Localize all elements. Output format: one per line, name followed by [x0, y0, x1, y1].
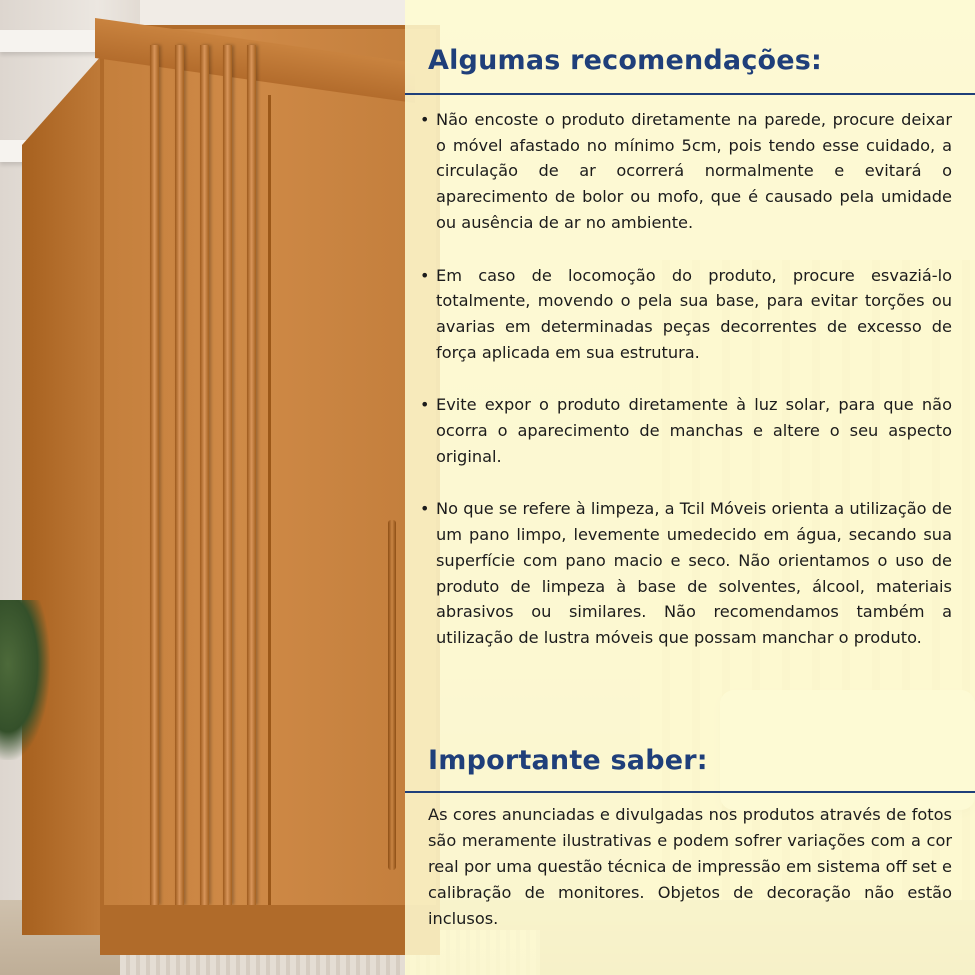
bullet-icon: •	[420, 265, 430, 285]
title-divider	[405, 93, 975, 95]
list-item-text: Evite expor o produto diretamente à luz solar, para que não ocorra o aparecimento de manchas e altere o seu aspecto original.	[436, 395, 952, 466]
plant	[0, 600, 50, 760]
wardrobe-slat	[200, 45, 209, 905]
wardrobe-slat	[223, 45, 232, 905]
list-item	[420, 263, 952, 366]
wardrobe-handle	[388, 520, 396, 870]
bullet-icon: •	[420, 395, 430, 415]
wall-molding	[0, 30, 110, 52]
list-item	[420, 392, 952, 469]
wardrobe-side-panel	[22, 55, 102, 935]
list-item-text: No que se refere à limpeza, a Tcil Móveis orienta a utilização de um pano limpo, levemente umedecido em água, secando sua superfície com pano macio e seco. Não orientamos o uso de produto de limpeza à base de solventes, álcool, materiais abrasivos ou similares. Não recomendamos também a utilização de lustra móveis que possam manchar o produto.	[436, 499, 952, 647]
list-item-text: Não encoste o produto diretamente na parede, procure deixar o móvel afastado no mínimo 5cm, pois tendo esse cuidado, a circulação de ar ocorrerá normalmente e evitará o aparecimento de bolor ou mofo, que é causado pela umidade ou ausência de ar no ambiente.	[436, 110, 952, 232]
important-title: Importante saber:	[428, 745, 708, 776]
list-item-text: Em caso de locomoção do produto, procure esvaziá-lo totalmente, movendo o pela sua base, para evitar torções ou avarias em determinadas peças decorrentes de excesso de força aplicada em sua estrutura.	[436, 265, 952, 362]
recommendations-title: Algumas recomendações:	[428, 45, 823, 76]
wardrobe-slat	[175, 45, 184, 905]
important-text: As cores anunciadas e divulgadas nos produtos através de fotos são meramente ilustrativas e podem sofrer variações com a cor real por uma questão técnica de impressão em sistema off set e calibração de monitores. Objetos de decoração não estão inclusos.	[428, 805, 952, 928]
recommendations-list	[420, 107, 952, 678]
wardrobe-door-seam	[268, 95, 271, 905]
title-divider	[405, 791, 975, 793]
wardrobe-slat	[150, 45, 159, 905]
bullet-icon: •	[420, 110, 430, 129]
list-item	[420, 107, 952, 236]
wardrobe-slat	[247, 45, 256, 905]
list-item	[420, 496, 952, 650]
wardrobe-base	[100, 905, 440, 955]
bullet-icon: •	[420, 499, 430, 519]
